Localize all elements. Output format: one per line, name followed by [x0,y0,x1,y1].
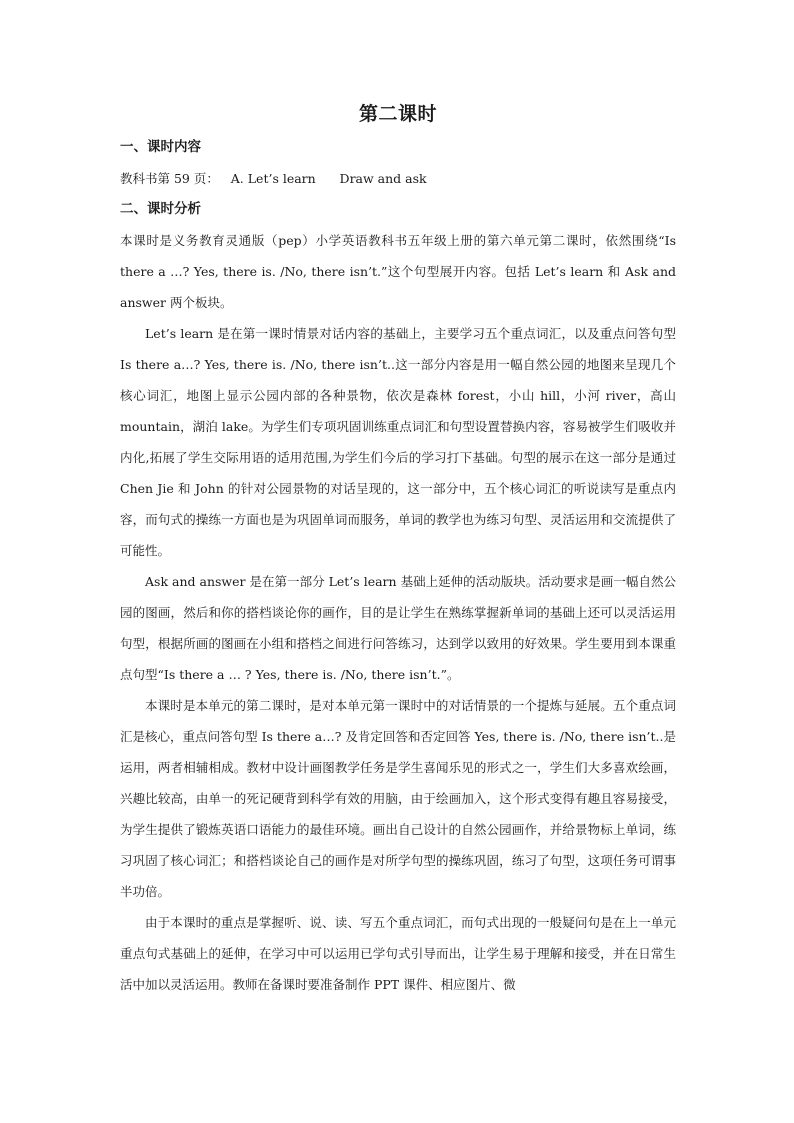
page-title: 第二课时 [358,103,437,125]
paragraph-lesson-summary: 本课时是本单元的第二课时，是对本单元第一课时中的对话情景的一个提炼与延展。五个重点词汇是核心，重点问答句型 Is there a…? 及肯定回答和否定回答 Yes, there is. /No, there isn’t..是运用，两者相辅相成。教材中设计画图教学任务是学生喜闻乐见的形式之一，学生们大多喜欢绘画，兴趣比较高，由单一的死记硬背到科学有效的用脑，由于绘画加入，这个形式变得有趣且容易接受，为学生提供了锻炼英语口语能力的最佳环境。画出自己设计的自然公园画作，并给景物标上单词，练习巩固了核心词汇；和搭档谈论自己的画作是对所学句型的操练巩固，练习了句型，这项任务可谓事半功倍。 [120,698,676,899]
paragraph-ask-and-answer: Ask and answer 是在第一部分 Let’s learn 基础上延伸的活动版块。活动要求是画一幅自然公园的图画，然后和你的搭档谈论你的画作，目的是让学生在熟练掌握新单词的基础上还可以灵活运用句型，根据所画的图画在小组和搭档之间进行问答练习，达到学以致用的好效果。学生要用到本课重点句型“Is there a … ? Yes, there is. /No, there isn’t.”。 [120,574,676,682]
paragraph-lets-learn: Let’s learn 是在第一课时情景对话内容的基础上，主要学习五个重点词汇，以及重点问答句型 Is there a…? Yes, there is. /No, there isn’t..这一部分内容是用一幅自然公园的地图来呈现几个核心词汇，地图上显示公园内部的各种景物，依次是森林 forest，小山 hill，小河 river，高山 mountain，湖泊 lake。为学生们专项巩固训练重点词汇和句型设置替换内容，容易被学生们吸收并内化,拓展了学生交际用语的适用范围,为学生们今后的学习打下基础。句型的展示在这一部分是通过 Chen Jie 和 John 的针对公园景物的对话呈现的，这一部分中，五个核心词汇的听说读写是重点内容，而句式的操练一方面也是为巩固单词而服务，单词的教学也为练习句型、灵活运用和交流提供了可能性。 [120,326,676,558]
document-body [120,100,676,1000]
section-heading-lesson-content: 一、课时内容 [120,139,201,155]
paragraph-intro: 本课时是义务教育灵通版（pep）小学英语教科书五年级上册的第六单元第二课时，依然围绕“Is there a …? Yes, there is. /No, there isn’t.”这个句型展开内容。包括 Let’s learn 和 Ask and answer 两个板块。 [120,233,676,310]
section-heading-lesson-analysis: 二、课时分析 [120,201,201,217]
textbook-reference: 教科书第 59 页： A. Let’s learn Draw and ask [120,171,427,186]
paragraph-teaching-focus: 由于本课时的重点是掌握听、说、读、写五个重点词汇，而句式出现的一般疑问句是在上一单元重点句式基础上的延伸，在学习中可以运用已学句式引导而出，让学生易于理解和接受，并在日常生活中加以灵活运用。教师在备课时要准备制作 PPT 课件、相应图片、微 [120,915,676,992]
